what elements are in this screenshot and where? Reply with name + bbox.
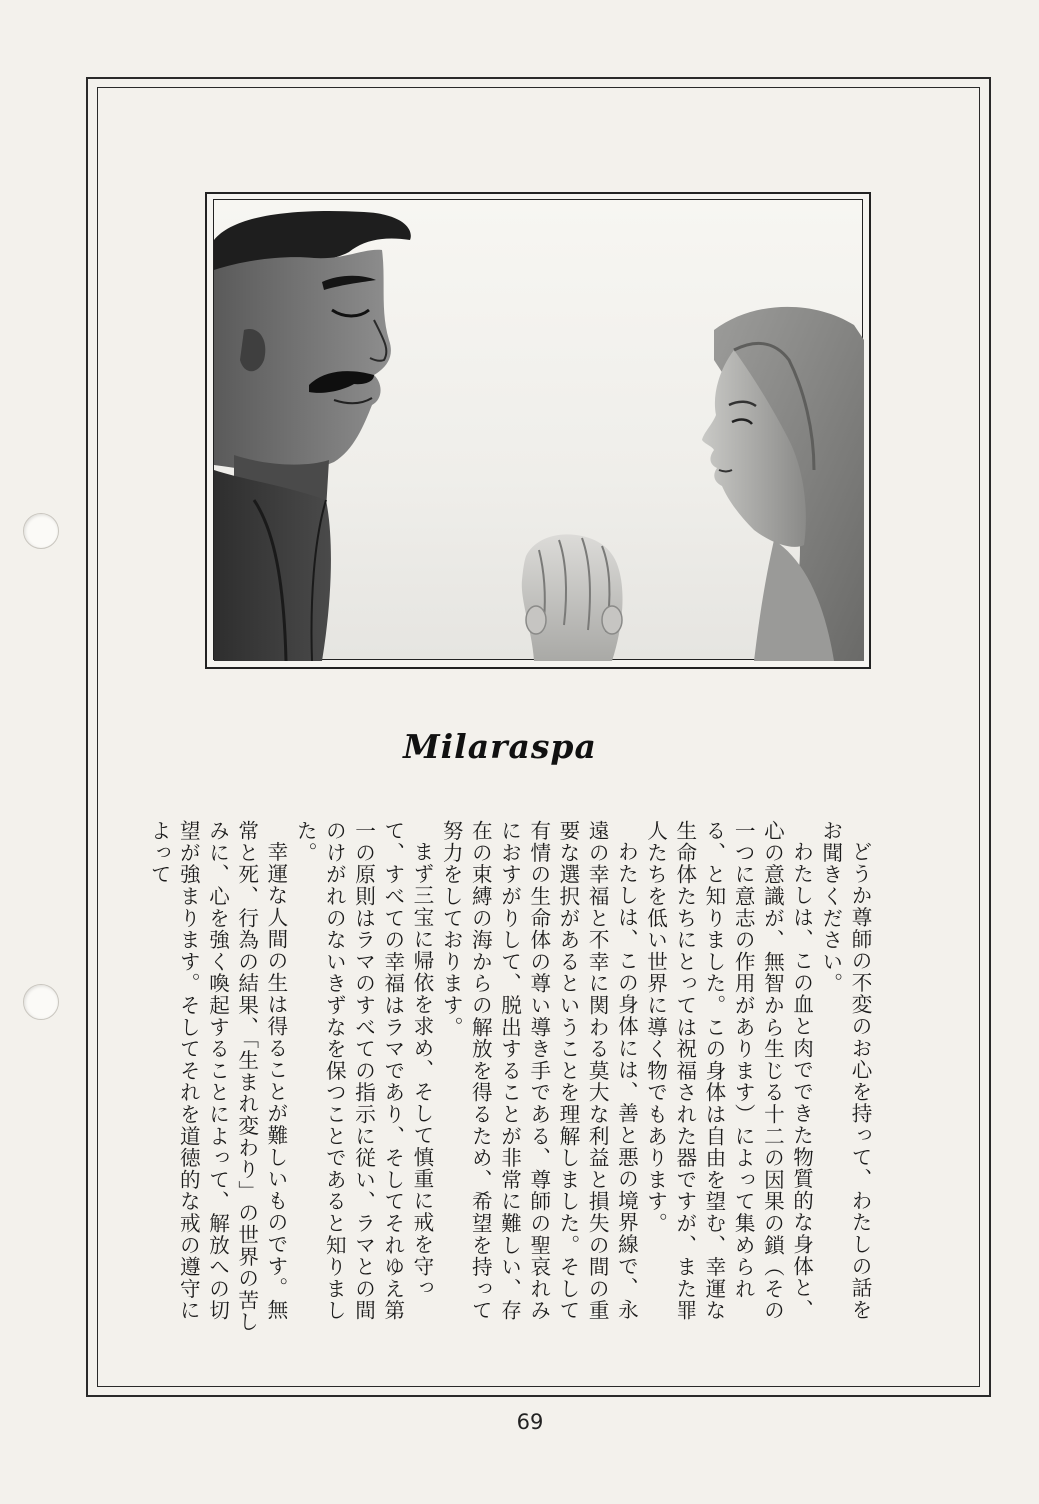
- paragraph-1: どうか尊師の不変のお心を持って、わたしの話をお聞きください。: [818, 820, 872, 1321]
- chapter-title: Milaraspa: [403, 727, 597, 766]
- illustration-panel: [213, 199, 863, 660]
- paragraph-3: わたしは、この身体には、善と悪の境界線で、永遠の幸福と不幸に関わる莫大な利益と損失の間の重要な選択があるということを理解しました。そして有情の生命体の尊い導き手である、尊師の聖哀れみにおすがりして、脱出することが非常に難しい、存在の束縛の海からの解放を得るため、希望を持って努力をしております。: [439, 820, 639, 1322]
- page-number: 69: [516, 1410, 544, 1434]
- paragraph-5: 幸運な人間の生は得ることが難しいものです。無常と死、行為の結果、「生まれ変わり」の世界の苦しみに、心を強く喚起することによって、解放への切望が強まります。そしてそれを道徳的な戒の遵守によって: [147, 820, 288, 1333]
- binder-hole-bottom: [23, 984, 59, 1020]
- illustration-two-figures-praying-icon: [214, 200, 864, 661]
- paragraph-2: わたしは、この血と肉でできた物質的な身体と、心の意識が、無智から生じる十二の因果の鎖（その一つに意志の作用があります）によって集められる、と知りました。この身体は自由を望む、幸運な生命体たちにとっては祝福された器ですが、また罪人たちを低い世界に導く物でもあります。: [643, 820, 814, 1322]
- binder-hole-top: [23, 513, 59, 549]
- body-text-vertical: [147, 820, 874, 1340]
- paragraph-4: まず三宝に帰依を求め、そして慎重に戒を守って、すべての幸福はラマであり、そしてそれゆえ第一の原則はラマのすべての指示に従い、ラマとの間のけがれのないきずなを保つことであると知りました。: [293, 820, 434, 1322]
